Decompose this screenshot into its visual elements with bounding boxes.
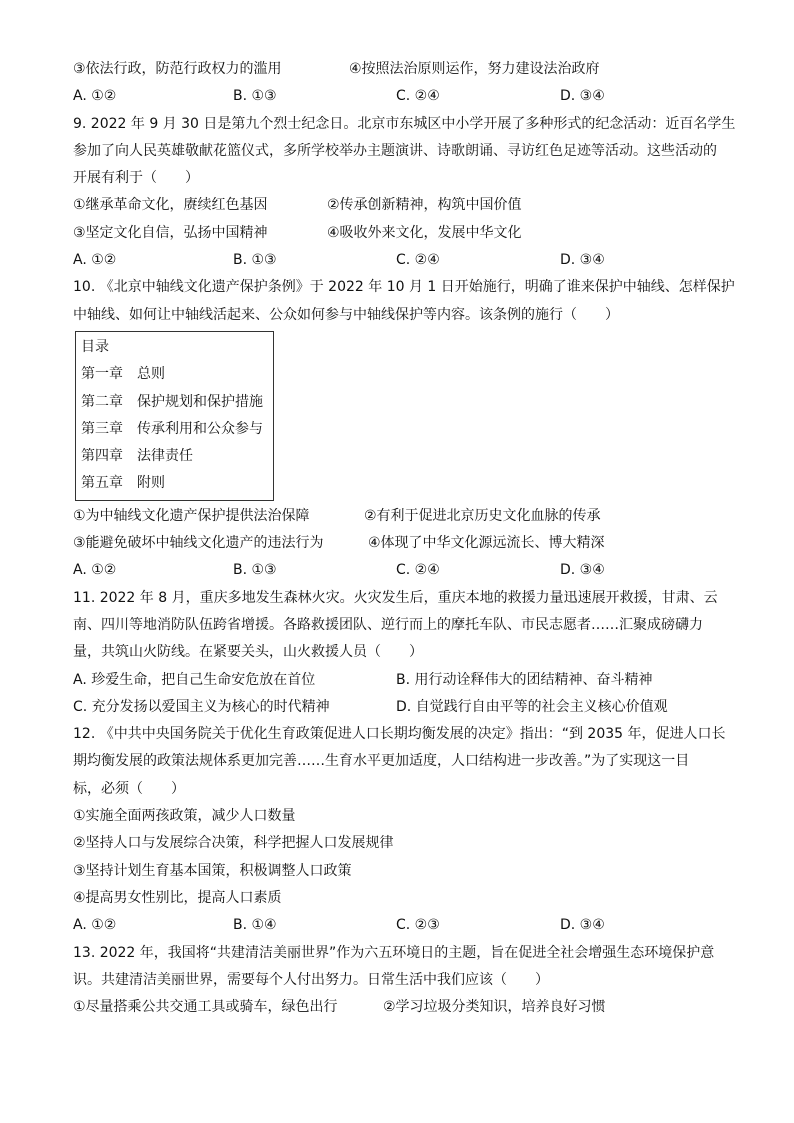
q12-choices [73,912,728,939]
table-of-contents-box [75,331,274,501]
q12-stem-line-1: 12. 《中共中央国务院关于优化生育政策促进人口长期均衡发展的决定》指出：“到 2035 年，促进人口长 [73,726,726,743]
choice-d: D. ③④ [560,88,605,105]
q13-options-row-1 [73,994,728,1021]
q11-options-row-2 [73,694,728,721]
q9-stem-line-1: 9. 2022 年 9 月 30 日是第九个烈士纪念日。北京市东城区中小学开展了多种形式的纪念活动：近百名学生 [73,115,736,132]
q10-choices [73,557,728,584]
toc-chapter-5: 第五章 附则 [81,475,165,492]
toc-chapter-4: 第四章 法律责任 [81,448,193,465]
choice-c: C. ②④ [396,252,440,269]
toc-chapter-3: 第三章 传承利用和公众参与 [81,420,263,437]
choice-d: D. ③④ [560,562,605,579]
q13-stem-line-1: 13. 2022 年，我国将“共建清洁美丽世界”作为六五环境日的主题，旨在促进全社会增强生态环境保护意 [73,944,715,961]
q9-options-row-1 [73,192,728,219]
q10-option-2: ②有利于促进北京历史文化血脉的传承 [364,507,601,524]
exam-page [73,56,736,1021]
q9-stem-line-3: 开展有利于（ ） [73,170,199,187]
q10-option-3: ③能避免破坏中轴线文化遗产的违法行为 [73,535,324,552]
q10-option-1: ①为中轴线文化遗产保护提供法治保障 [73,507,310,524]
q11-option-d: D. 自觉践行自由平等的社会主义核心价值观 [396,698,668,715]
q11-option-c: C. 充分发扬以爱国主义为核心的时代精神 [73,698,330,715]
choice-c: C. ②④ [396,88,440,105]
q8-options-row-2 [73,56,728,83]
q13-option-2: ②学习垃圾分类知识，培养良好习惯 [383,999,606,1016]
q11-option-b: B. 用行动诠释伟大的团结精神、奋斗精神 [396,671,653,688]
choice-a: A. ①② [73,562,117,579]
choice-a: A. ①② [73,917,117,934]
q10-stem-line-1: 10. 《北京中轴线文化遗产保护条例》于 2022 年 10 月 1 日开始施行，明确了谁来保护中轴线、怎样保护 [73,279,735,296]
q8-choices [73,83,728,110]
q9-option-1: ①继承革命文化，赓续红色基因 [73,197,268,214]
choice-b: B. ①③ [233,562,277,579]
q9-option-2: ②传承创新精神，构筑中国价值 [327,197,522,214]
q11-stem-line-3: 量，共筑山火防线。在紧要关头，山火救援人员（ ） [73,644,423,661]
q10-options-row-2 [73,530,728,557]
q12-option-3: ③坚持计划生育基本国策，积极调整人口政策 [73,862,352,879]
choice-c: C. ②③ [396,917,440,934]
choice-b: B. ①③ [233,88,277,105]
q13-stem-line-2: 识。共建清洁美丽世界，需要每个人付出努力。日常生活中我们应该（ ） [73,971,549,988]
q9-stem-line-2: 参加了向人民英雄敬献花篮仪式，多所学校举办主题演讲、诗歌朗诵、寻访红色足迹等活动。这些活动的 [73,142,717,159]
q11-options-row-1 [73,667,728,694]
q12-option-2: ②坚持人口与发展综合决策，科学把握人口发展规律 [73,835,394,852]
q12-option-4: ④提高男女性别比，提高人口素质 [73,889,282,906]
q11-stem-line-2: 南、四川等地消防队伍跨省增援。各路救援团队、逆行而上的摩托车队、市民志愿者……汇聚成磅礴力 [73,616,703,633]
q13-option-1: ①尽量搭乘公共交通工具或骑车，绿色出行 [73,999,338,1016]
choice-b: B. ①③ [233,252,277,269]
q12-stem-line-2: 期均衡发展的政策法规体系更加完善……生育水平更加适度，人口结构进一步改善。”为了实现这一目 [73,753,690,770]
choice-a: A. ①② [73,252,117,269]
q9-option-3: ③坚定文化自信，弘扬中国精神 [73,224,268,241]
q11-stem-line-1: 11. 2022 年 8 月，重庆多地发生森林火灾。火灾发生后，重庆本地的救援力量迅速展开救援，甘肃、云 [73,589,718,606]
choice-c: C. ②④ [396,562,440,579]
toc-chapter-1: 第一章 总则 [81,366,165,383]
q8-option-3: ③依法行政，防范行政权力的滥用 [73,61,282,77]
choice-b: B. ①④ [233,917,277,934]
toc-title: 目录 [81,338,109,355]
toc-chapter-2: 第二章 保护规划和保护措施 [81,393,263,410]
q8-option-4: ④按照法治原则运作，努力建设法治政府 [349,61,600,77]
q11-option-a: A. 珍爱生命，把自己生命安危放在首位 [73,671,316,688]
q10-options-row-1 [73,503,728,530]
choice-a: A. ①② [73,88,117,105]
q10-option-4: ④体现了中华文化源远流长、博大精深 [368,535,605,552]
choice-d: D. ③④ [560,252,605,269]
choice-d: D. ③④ [560,917,605,934]
q12-option-1: ①实施全面两孩政策，减少人口数量 [73,808,296,825]
q9-choices [73,247,728,274]
q9-options-row-2 [73,220,728,247]
q12-stem-line-3: 标，必须（ ） [73,780,185,797]
q9-option-4: ④吸收外来文化，发展中华文化 [327,224,522,241]
q10-stem-line-2: 中轴线、如何让中轴线活起来、公众如何参与中轴线保护等内容。该条例的施行（ ） [73,306,619,323]
